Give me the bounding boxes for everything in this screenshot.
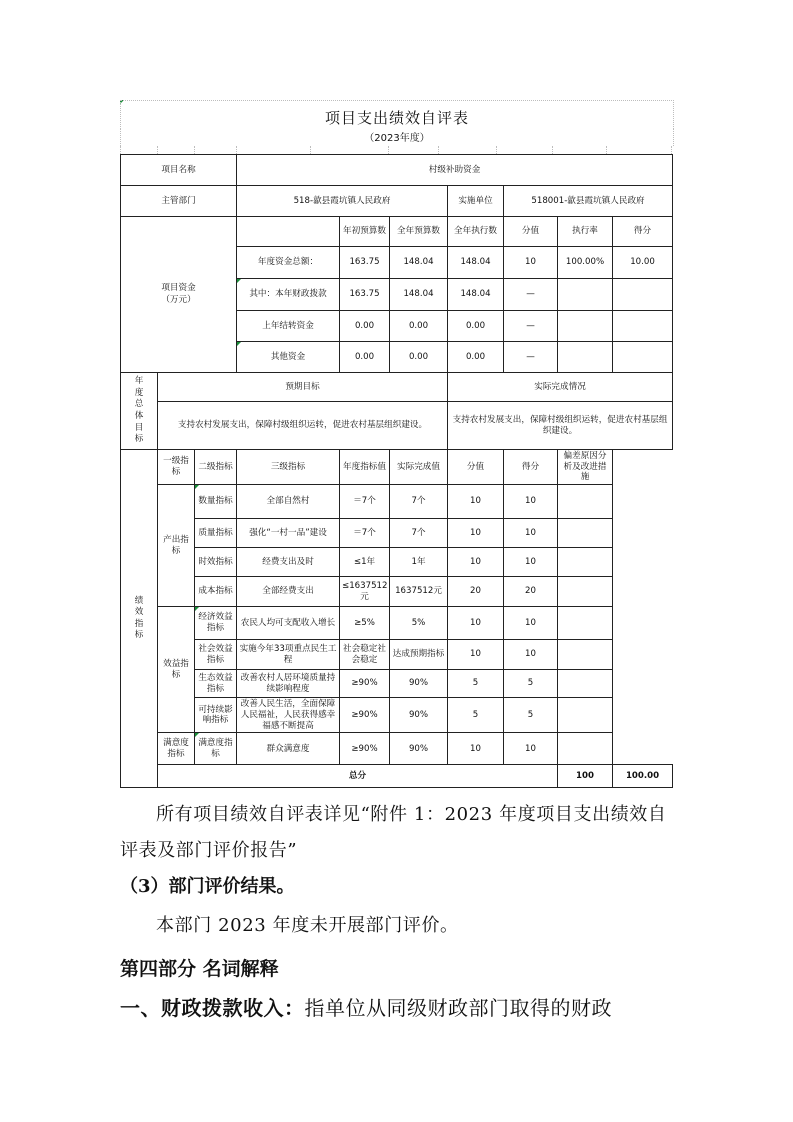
header-score-value: 分值 bbox=[504, 217, 558, 247]
actual-completion-header: 实际完成情况 bbox=[448, 373, 673, 402]
funds-header-row bbox=[121, 217, 673, 247]
indicator-deviation bbox=[558, 733, 613, 765]
goals-label-char: 总 bbox=[134, 399, 144, 410]
header-level2: 二级指标 bbox=[195, 450, 237, 485]
sheet-gridline bbox=[496, 146, 498, 154]
indicator-deviation bbox=[558, 698, 613, 733]
total-row bbox=[121, 765, 673, 788]
form-title: 项目支出绩效自评表 bbox=[324, 109, 469, 127]
indicator-value: 10 bbox=[448, 733, 504, 765]
indicators-header-row bbox=[121, 450, 673, 485]
sheet-gridline bbox=[552, 146, 554, 154]
funds-initial: 0.00 bbox=[340, 342, 390, 373]
header-initial-budget: 年初预算数 bbox=[340, 217, 390, 247]
performance-indicators-label bbox=[121, 450, 158, 788]
indicator-score: 5 bbox=[504, 698, 558, 733]
indicator-l3: 经费支出及时 bbox=[237, 548, 340, 577]
self-evaluation-form bbox=[120, 100, 672, 782]
header-score: 得分 bbox=[504, 450, 558, 485]
indicator-deviation bbox=[558, 548, 613, 577]
sheet-gridline bbox=[194, 146, 196, 154]
indicator-l3: 改善农村人居环境质量持续影响程度 bbox=[237, 670, 340, 698]
indicator-target: 社会稳定社会稳定 bbox=[340, 640, 390, 670]
indicator-score: 10 bbox=[504, 519, 558, 548]
funds-header-blank bbox=[237, 217, 340, 247]
indicators-label-char: 指 bbox=[134, 618, 144, 629]
indicator-l2: 经济效益指标 bbox=[195, 607, 237, 640]
funds-value: — bbox=[504, 342, 558, 373]
indicator-deviation bbox=[558, 640, 613, 670]
indicator-row bbox=[121, 519, 673, 548]
indicator-l2: 成本指标 bbox=[195, 577, 237, 607]
indicator-l3: 全部自然村 bbox=[237, 485, 340, 519]
indicator-target: ≤1637512元 bbox=[340, 577, 390, 607]
goals-label-char: 目 bbox=[134, 422, 144, 433]
indicator-deviation bbox=[558, 670, 613, 698]
indicator-l2: 质量指标 bbox=[195, 519, 237, 548]
funds-initial: 163.75 bbox=[340, 247, 390, 279]
indicators-label-char: 标 bbox=[134, 630, 144, 641]
sheet-gridline bbox=[157, 146, 159, 154]
header-execution: 全年执行数 bbox=[448, 217, 504, 247]
funds-full: 0.00 bbox=[390, 342, 448, 373]
indicator-value: 20 bbox=[448, 577, 504, 607]
funds-row-label: 年度资金总额： bbox=[237, 247, 340, 279]
indicator-l2: 可持续影响指标 bbox=[195, 698, 237, 733]
term-name: 一、财政拨款收入： bbox=[120, 996, 305, 1020]
indicator-l3: 群众满意度 bbox=[237, 733, 340, 765]
indicators-label-char: 绩 bbox=[134, 595, 144, 606]
funds-exec: 148.04 bbox=[448, 279, 504, 311]
dept-label: 主管部门 bbox=[121, 186, 237, 217]
total-value: 100 bbox=[558, 765, 613, 788]
indicator-row bbox=[121, 640, 673, 670]
indicator-value: 10 bbox=[448, 640, 504, 670]
indicator-value: 5 bbox=[448, 698, 504, 733]
sheet-gridline bbox=[310, 146, 312, 154]
header-value: 分值 bbox=[448, 450, 504, 485]
sheet-gridline bbox=[671, 146, 673, 154]
indicator-score: 10 bbox=[504, 607, 558, 640]
form-year: （2023年度） bbox=[364, 133, 430, 144]
indicator-actual: 7个 bbox=[390, 519, 448, 548]
funds-score bbox=[613, 311, 673, 342]
actual-completion-text: 支持农村发展支出，保障村级组织运转，促进农村基层组织建设。 bbox=[448, 402, 673, 450]
header-level3: 三级指标 bbox=[237, 450, 340, 485]
funds-value: — bbox=[504, 279, 558, 311]
funds-full: 148.04 bbox=[390, 279, 448, 311]
indicator-deviation bbox=[558, 607, 613, 640]
indicator-row bbox=[121, 670, 673, 698]
term-definition bbox=[120, 993, 672, 1023]
header-deviation: 偏差原因分析及改进措施 bbox=[558, 450, 613, 485]
funds-initial: 0.00 bbox=[340, 311, 390, 342]
evaluation-table bbox=[120, 154, 673, 788]
project-name-row bbox=[121, 155, 673, 186]
dept-evaluation-text: 本部门 2023 年度未开展部门评价。 bbox=[156, 915, 459, 936]
sheet-gridline bbox=[120, 146, 122, 154]
indicator-target: ＝7个 bbox=[340, 485, 390, 519]
goals-header-row bbox=[121, 373, 673, 402]
indicator-value: 10 bbox=[448, 485, 504, 519]
goals-label-char: 度 bbox=[134, 387, 144, 398]
group-output: 产出指标 bbox=[158, 485, 195, 607]
funds-score: 10.00 bbox=[613, 247, 673, 279]
indicator-value: 10 bbox=[448, 519, 504, 548]
part-four-heading: 第四部分 名词解释 bbox=[120, 958, 279, 980]
header-actual: 实际完成值 bbox=[390, 450, 448, 485]
annual-goals-label bbox=[121, 373, 158, 450]
goals-label-char: 体 bbox=[134, 411, 144, 421]
sheet-gridline bbox=[388, 146, 390, 154]
form-title-row bbox=[120, 100, 674, 129]
funds-rate bbox=[558, 311, 613, 342]
indicator-score: 10 bbox=[504, 485, 558, 519]
expected-goals-header: 预期目标 bbox=[158, 373, 448, 402]
funds-initial: 163.75 bbox=[340, 279, 390, 311]
indicator-actual: 7个 bbox=[390, 485, 448, 519]
indicator-actual: 1年 bbox=[390, 548, 448, 577]
header-target: 年度指标值 bbox=[340, 450, 390, 485]
indicator-target: ≤1年 bbox=[340, 548, 390, 577]
funds-score bbox=[613, 279, 673, 311]
attachment-note: 所有项目绩效自评表详见“附件 1：2023 年度项目支出绩效自评表及部门评价报告” bbox=[120, 804, 667, 861]
term-text: 指单位从同级财政部门取得的财政 bbox=[304, 996, 612, 1020]
indicator-row bbox=[121, 577, 673, 607]
funds-full: 148.04 bbox=[390, 247, 448, 279]
group-satisfaction: 满意度指标 bbox=[158, 733, 195, 765]
indicator-row bbox=[121, 607, 673, 640]
expected-goals-text: 支持农村发展支出，保障村级组织运转，促进农村基层组织建设。 bbox=[158, 402, 448, 450]
header-full-budget: 全年预算数 bbox=[390, 217, 448, 247]
indicator-target: ≥90% bbox=[340, 698, 390, 733]
sheet-gridline bbox=[236, 146, 238, 154]
form-year-row bbox=[120, 128, 674, 146]
indicator-deviation bbox=[558, 519, 613, 548]
funds-exec: 0.00 bbox=[448, 311, 504, 342]
indicator-row bbox=[121, 698, 673, 733]
indicator-l2: 数量指标 bbox=[195, 485, 237, 519]
impl-value: 518001-歙县霞坑镇人民政府 bbox=[504, 186, 673, 217]
indicator-target: ≥90% bbox=[340, 733, 390, 765]
indicator-l3: 改善人民生活，全面保障人民福祉，人民获得感幸福感不断提高 bbox=[237, 698, 340, 733]
indicator-score: 10 bbox=[504, 548, 558, 577]
indicator-l2: 生态效益指标 bbox=[195, 670, 237, 698]
indicator-row bbox=[121, 548, 673, 577]
funds-row-label: 其中：本年财政拨款 bbox=[237, 279, 340, 311]
indicator-value: 5 bbox=[448, 670, 504, 698]
project-name-value: 村级补助资金 bbox=[237, 155, 673, 186]
funds-exec: 148.04 bbox=[448, 247, 504, 279]
group-benefit: 效益指标 bbox=[158, 607, 195, 733]
header-score: 得分 bbox=[613, 217, 673, 247]
funds-label-line2: （万元） bbox=[161, 294, 196, 305]
dept-value: 518-歙县霞坑镇人民政府 bbox=[237, 186, 448, 217]
funds-row-label: 其他资金 bbox=[237, 342, 340, 373]
funds-rate bbox=[558, 342, 613, 373]
indicator-l2: 社会效益指标 bbox=[195, 640, 237, 670]
indicator-l3: 全部经费支出 bbox=[237, 577, 340, 607]
indicator-deviation bbox=[558, 485, 613, 519]
indicator-score: 10 bbox=[504, 640, 558, 670]
indicator-row bbox=[121, 485, 673, 519]
indicator-actual: 5% bbox=[390, 607, 448, 640]
indicator-l3: 强化“一村一品”建设 bbox=[237, 519, 340, 548]
impl-label: 实施单位 bbox=[448, 186, 504, 217]
funds-exec: 0.00 bbox=[448, 342, 504, 373]
section-heading-dept-evaluation: （3）部门评价结果。 bbox=[120, 876, 295, 897]
indicator-value: 10 bbox=[448, 607, 504, 640]
goals-row bbox=[121, 402, 673, 450]
indicator-deviation bbox=[558, 577, 613, 607]
indicator-actual: 1637512元 bbox=[390, 577, 448, 607]
indicators-label-char: 效 bbox=[134, 607, 144, 618]
goals-label-char: 年 bbox=[134, 376, 144, 387]
indicator-row bbox=[121, 733, 673, 765]
indicator-score: 20 bbox=[504, 577, 558, 607]
funds-score bbox=[613, 342, 673, 373]
header-level1: 一级指标 bbox=[158, 450, 195, 485]
funds-rate bbox=[558, 279, 613, 311]
indicator-actual: 90% bbox=[390, 670, 448, 698]
header-rate: 执行率 bbox=[558, 217, 613, 247]
indicator-score: 10 bbox=[504, 733, 558, 765]
indicator-value: 10 bbox=[448, 548, 504, 577]
indicator-l2: 满意度指标 bbox=[195, 733, 237, 765]
funds-row-label: 上年结转资金 bbox=[237, 311, 340, 342]
goals-label-char: 标 bbox=[134, 434, 144, 445]
funds-label-line1: 项目资金 bbox=[161, 282, 196, 293]
indicator-score: 5 bbox=[504, 670, 558, 698]
total-score: 100.00 bbox=[613, 765, 673, 788]
funds-rate: 100.00% bbox=[558, 247, 613, 279]
funds-value: — bbox=[504, 311, 558, 342]
indicator-target: ＝7个 bbox=[340, 519, 390, 548]
indicator-target: ≥5% bbox=[340, 607, 390, 640]
indicator-target: ≥90% bbox=[340, 670, 390, 698]
funds-value: 10 bbox=[504, 247, 558, 279]
indicator-actual: 90% bbox=[390, 733, 448, 765]
indicator-l3: 实施今年33项重点民生工程 bbox=[237, 640, 340, 670]
indicator-l3: 农民人均可支配收入增长 bbox=[237, 607, 340, 640]
department-row bbox=[121, 186, 673, 217]
indicator-actual: 90% bbox=[390, 698, 448, 733]
funds-label bbox=[121, 217, 237, 373]
sheet-gridline bbox=[438, 146, 440, 154]
funds-full: 0.00 bbox=[390, 311, 448, 342]
project-name-label: 项目名称 bbox=[121, 155, 237, 186]
indicator-l2: 时效指标 bbox=[195, 548, 237, 577]
sheet-gridline bbox=[606, 146, 608, 154]
total-label: 总分 bbox=[158, 765, 558, 788]
indicator-actual: 达成预期指标 bbox=[390, 640, 448, 670]
